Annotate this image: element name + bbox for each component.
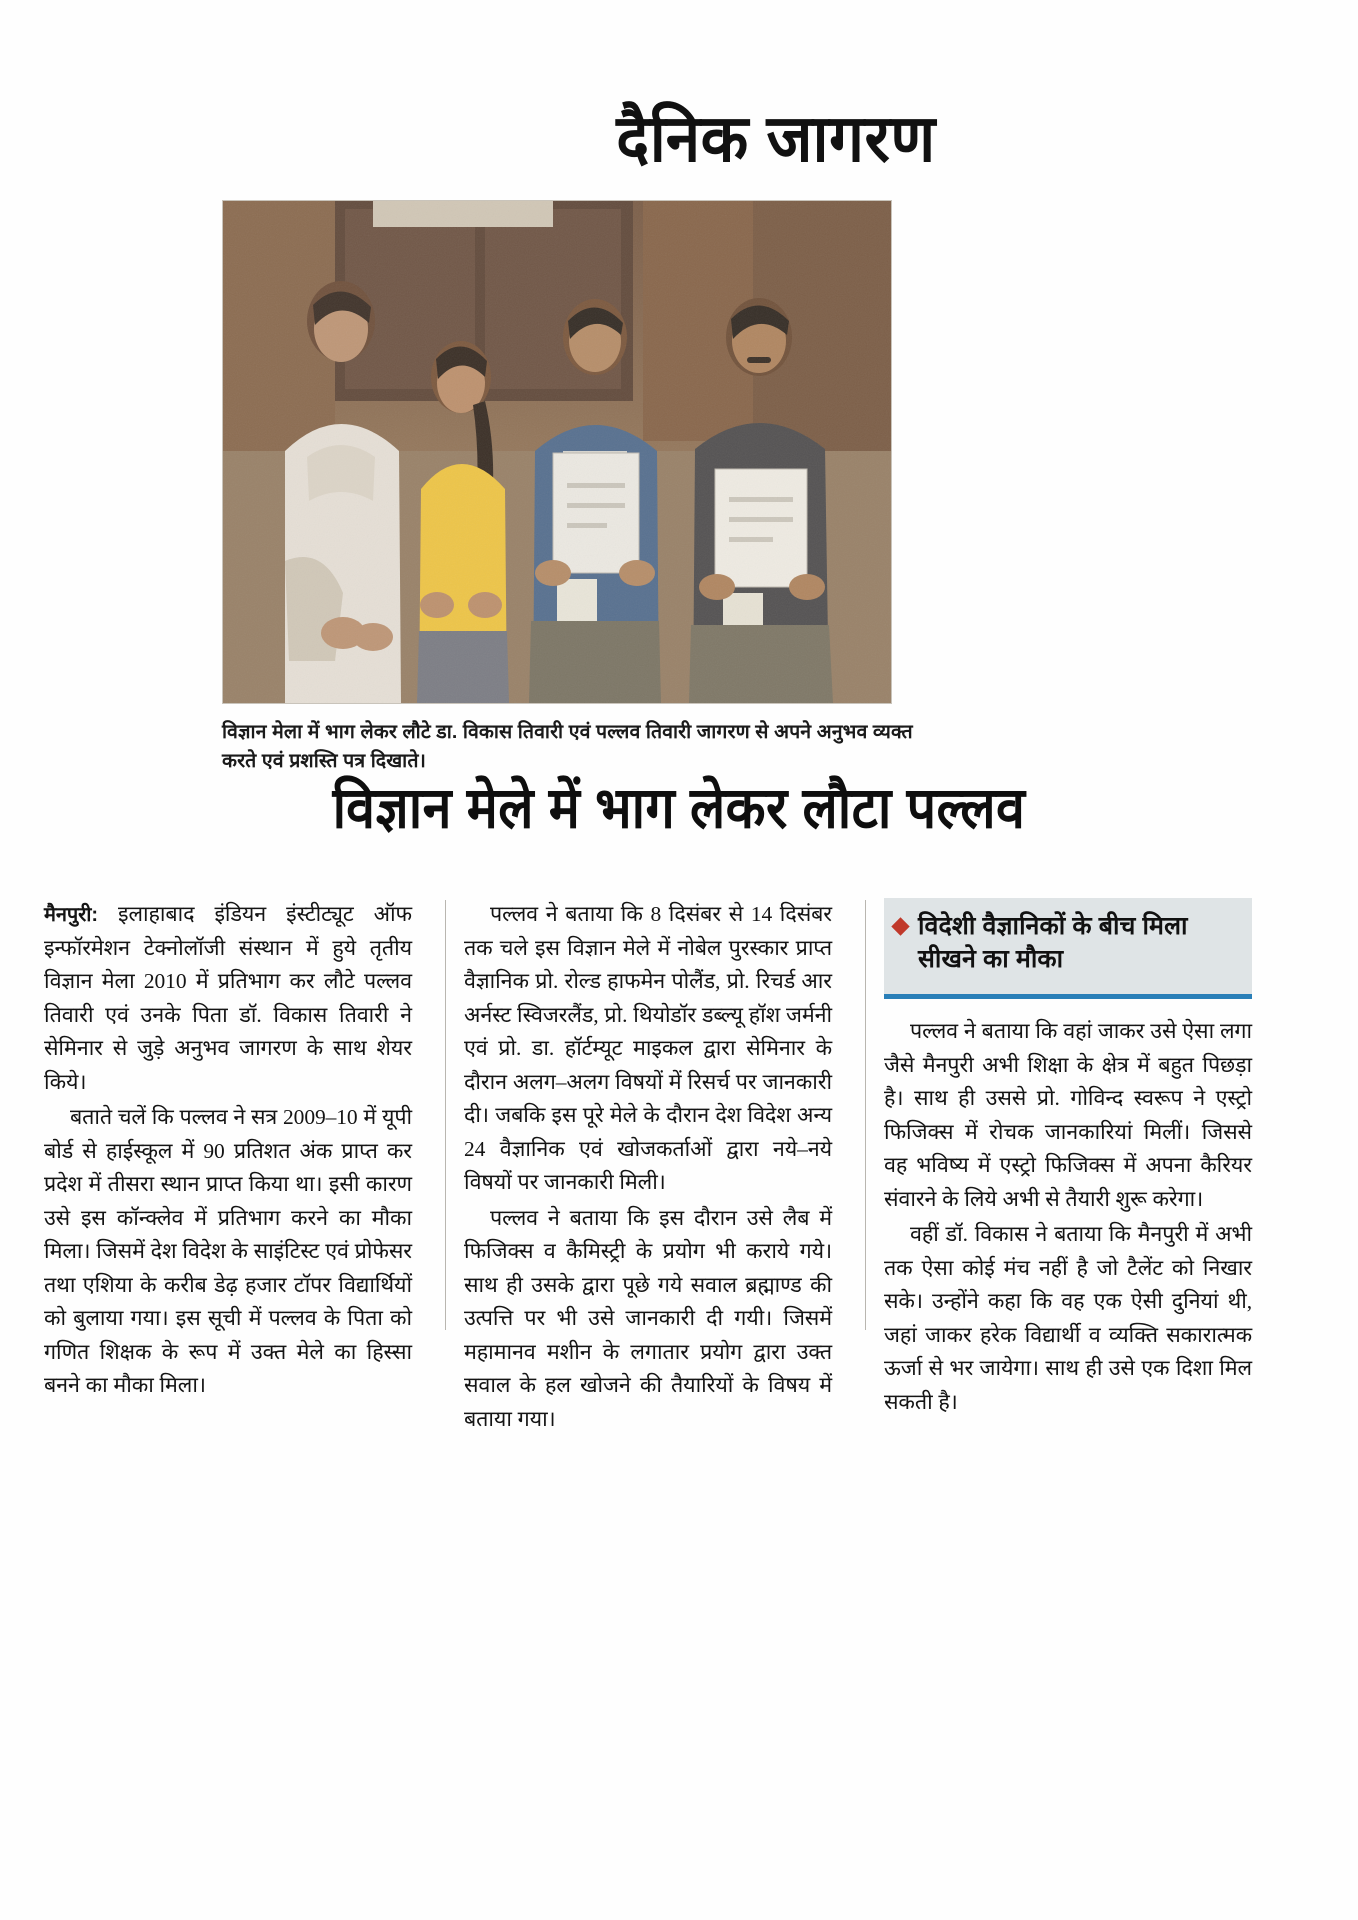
diamond-bullet-icon bbox=[891, 917, 909, 935]
paragraph: वहीं डॉ. विकास ने बताया कि मैनपुरी में अभी तक ऐसा कोई मंच नहीं है जो टैलेंट को निखार सके। उन्होंने कहा कि वह एक ऐसी दुनियां थी, जहां जाकर हरेक विद्यार्थी व व्यक्ति सकारात्मक ऊर्जा से भर जायेगा। साथ ही उसे एक दिशा मिल सकती है। bbox=[884, 1222, 1252, 1414]
paragraph: बताते चलें कि पल्लव ने सत्र 2009–10 में यूपी बोर्ड से हाईस्कूल में 90 प्रतिशत अंक प्राप्त कर प्रदेश में तीसरा स्थान प्राप्त किया था। इसी कारण उसे इस कॉन्क्लेव में प्रतिभाग करने का मौका मिला। जिसमें देश विदेश के साइंटिस्ट एवं प्रोफेसर तथा एशिया के करीब डेढ़ हजार टॉपर विद्यार्थियों को बुलाया गया। इस सूची में पल्लव के पिता को गणित शिक्षक के रूप में उक्त मेले का हिस्सा बनने का मौका मिला। bbox=[44, 1105, 412, 1398]
paragraph-text: इलाहाबाद इंडियन इंस्टीट्यूट ऑफ इन्फॉरमेशन टेक्नोलॉजी संस्थान में हुये तृतीय विज्ञान मेला 2010 में प्रतिभाग कर लौटे पल्लव तिवारी एवं उनके पिता डॉ. विकास तिवारी ने सेमिनार से जुड़े अनुभव जागरण के साथ शेयर किये। bbox=[44, 902, 412, 1094]
paragraph: पल्लव ने बताया कि इस दौरान उसे लैब में फिजिक्स व कैमिस्ट्री के प्रयोग भी कराये गये। साथ ही उसके द्वारा पूछे गये सवाल ब्रह्माण्ड की उत्पत्ति पर भी उसे जानकारी दी गयी। जिसमें महामानव मशीन के लगातार प्रयोग द्वारा उक्त सवाल के हल खोजने की तैयारियों के विषय में बताया गया। bbox=[464, 1205, 832, 1431]
paragraph bbox=[44, 898, 412, 1099]
article-photo bbox=[222, 200, 892, 704]
column-divider bbox=[865, 900, 866, 1330]
article-column-3 bbox=[884, 898, 1266, 1439]
dateline: मैनपुरी: bbox=[44, 904, 98, 926]
paragraph: पल्लव ने बताया कि 8 दिसंबर से 14 दिसंबर तक चले इस विज्ञान मेले में नोबेल पुरस्कार प्राप्त वैज्ञानिक प्रो. रोल्ड हाफमेन पोलैंड, प्रो. रिचर्ड आर अर्नस्ट स्विजरलैंड, प्रो. थियोडॉर डब्ल्यू हॉश जर्मनी एवं प्रो. डा. हॉर्टम्यूट माइकल द्वारा सेमिनार के दौरान अलग–अलग विषयों में रिसर्च पर जानकारी दी। जबकि इस पूरे मेले के दौरान देश विदेश अन्य 24 वैज्ञानिक एवं खोजकर्ताओं द्वारा नये–नये विषयों पर जानकारी मिली। bbox=[464, 902, 832, 1195]
article-body bbox=[44, 898, 1316, 1439]
article-column-2 bbox=[464, 898, 846, 1439]
sun-rays-logo-icon bbox=[422, 92, 590, 188]
photo-caption: विज्ञान मेला में भाग लेकर लौटे डा. विकास तिवारी एवं पल्लव तिवारी जागरण से अपने अनुभव व्यक्त करते एवं प्रशस्ति पत्र दिखाते। bbox=[222, 721, 913, 773]
column-divider bbox=[445, 900, 446, 1330]
paragraph: पल्लव ने बताया कि वहां जाकर उसे ऐसा लगा जैसे मैनपुरी अभी शिक्षा के क्षेत्र में बहुत पिछड़ा है। साथ ही उससे प्रो. गोविन्द स्वरूप ने एस्ट्रो फिजिक्स में रोचक जानकारियां मिलीं। जिससे वह भविष्य में एस्ट्रो फिजिक्स में अपना कैरियर संवारने के लिये अभी से तैयारी शुरू करेगा। bbox=[884, 1019, 1252, 1211]
masthead-title: दैनिक जागरण bbox=[616, 102, 936, 177]
sidebar-highlight-box bbox=[884, 898, 1252, 999]
masthead bbox=[0, 92, 1358, 188]
article-column-1 bbox=[44, 898, 426, 1439]
sidebar-highlight-title: विदेशी वैज्ञानिकों के बीच मिला सीखने का मौका bbox=[918, 912, 1188, 973]
article-headline: विज्ञान मेले में भाग लेकर लौटा पल्लव bbox=[332, 777, 1026, 841]
